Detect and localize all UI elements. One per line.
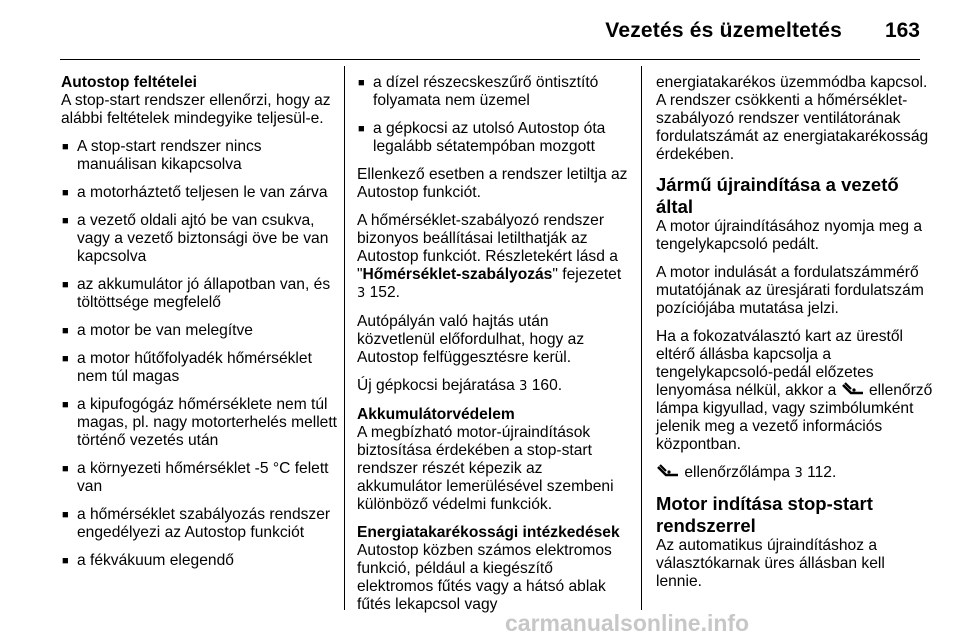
list-item: ■ a környezeti hőmérséklet -5 °C felett van <box>61 460 339 496</box>
reference-arrow-icon: 3 <box>519 379 528 394</box>
page-title: Vezetés és üzemeltetés <box>605 19 842 42</box>
condition-list-continued <box>357 74 629 156</box>
paragraph-text: Ha a fokozatválasztó kart az ürestől eltérő állásba kapcsolja a tengelykapcsoló-pedál előzetes lenyomása nélkül, akkor a <box>656 328 904 399</box>
watermark: carmanualsonline.info <box>505 610 750 636</box>
header-rule <box>60 59 920 60</box>
list-item: ■ a hőmérséklet szabályozás rendszer engedélyezi az Autostop funkciót <box>61 506 339 542</box>
list-item: ■ a fékvákuum elegendő <box>61 552 339 570</box>
paragraph <box>656 464 933 483</box>
paragraph: A megbízható motor-újraindítások biztosítása érdekében a stop-start rendszer részét képezik az akkumulátor lemerülésével szembeni különböző védelmi funkciók. <box>357 424 614 513</box>
section-link[interactable]: Hőmérséklet-szabályozás <box>362 266 553 283</box>
page-header <box>0 0 960 60</box>
paragraph: Autópályán való hajtás után közvetlenül előfordulhat, hogy az Autostop felfüggesztésre kerül. <box>357 313 585 366</box>
list-item: ■ az akkumulátor jó állapotban van, és töltöttsége megfelelő <box>61 276 339 312</box>
paragraph <box>357 212 629 303</box>
column-2 <box>357 74 629 624</box>
gearshift-warning-icon <box>656 464 680 478</box>
page-reference[interactable]: 160. <box>531 377 563 394</box>
paragraph-text: ellenőrzőlámpa <box>684 464 791 481</box>
paragraph: Autostop közben számos elektromos funkció, például a kiegészítő elektromos fűtés vagy a hátsó ablak fűtés lekapcsol vagy <box>357 542 612 613</box>
paragraph-text: ellenőrző lámpa kigyullad, vagy szimbólumként jelenik meg a vezető információs központban. <box>656 382 933 453</box>
paragraph: A stop-start rendszer ellenőrzi, hogy az alábbi feltételek mindegyike teljesül-e. <box>61 92 331 127</box>
section-heading: Akkumulátorvédelem <box>357 406 515 423</box>
condition-list <box>61 138 339 570</box>
gearshift-warning-icon <box>841 382 865 396</box>
list-item: ■ a vezető oldali ajtó be van csukva, vagy a vezető biztonsági öve be van kapcsolva <box>61 212 339 266</box>
list-item: ■ a dízel részecskeszűrő öntisztító folyamata nem üzemel <box>357 74 629 110</box>
list-item: ■ a gépkocsi az utolsó Autostop óta legalább sétatempóban mozgott <box>357 120 629 156</box>
list-item: ■ a motor hűtőfolyadék hőmérséklet nem túl magas <box>61 350 339 386</box>
list-item: ■ a motor be van melegítve <box>61 322 339 340</box>
column-divider <box>344 66 345 610</box>
page-number: 163 <box>884 19 920 42</box>
reference-arrow-icon: 3 <box>357 286 366 301</box>
paragraph: Az automatikus újraindításhoz a választókarnak üres állásban kell lennie. <box>656 537 885 590</box>
column-1 <box>61 74 339 580</box>
list-item: ■ A stop-start rendszer nincs manuálisan kikapcsolva <box>61 138 339 174</box>
paragraph: A motor újraindításához nyomja meg a tengelykapcsoló pedált. <box>656 218 923 253</box>
section-heading: Autostop feltételei <box>61 74 198 91</box>
paragraph: A motor indulását a fordulatszámmérő mutatójának az üresjárati fordulatszám pozíciójába mutatása jelzi. <box>656 264 924 317</box>
paragraph-text: Új gépkocsi bejáratása <box>357 377 515 394</box>
paragraph-text: " fejezetet <box>552 266 622 283</box>
column-divider <box>641 66 642 610</box>
section-heading: Jármű újraindítása a vezető által <box>656 174 899 217</box>
column-3 <box>656 74 933 601</box>
page-reference[interactable]: 152. <box>369 284 400 301</box>
paragraph: Ellenkező esetben a rendszer letiltja az Autostop funkciót. <box>357 166 628 201</box>
page-reference[interactable]: 112. <box>807 464 837 481</box>
section-heading: Motor indítása stop-start rendszerrel <box>656 493 873 536</box>
list-item: ■ a kipufogógáz hőmérséklete nem túl magas, pl. nagy motorterhelés mellett történő vezetés után <box>61 396 339 450</box>
reference-arrow-icon: 3 <box>794 466 803 481</box>
paragraph-text: A hőmérséklet-szabályozó rendszer bizonyos beállításai letilthatják az Autostop funkciót. Részletekért lásd a " <box>357 212 618 283</box>
paragraph <box>656 328 933 454</box>
paragraph: energiatakarékos üzemmódba kapcsol. A rendszer csökkenti a hőmérséklet-szabályozó rendszer ventilátorának fordulatszámát az energiatakarékosság érdekében. <box>656 74 929 163</box>
paragraph <box>357 377 629 396</box>
list-item: ■ a motorháztető teljesen le van zárva <box>61 184 339 202</box>
section-heading: Energiatakarékossági intézkedések <box>357 524 620 541</box>
